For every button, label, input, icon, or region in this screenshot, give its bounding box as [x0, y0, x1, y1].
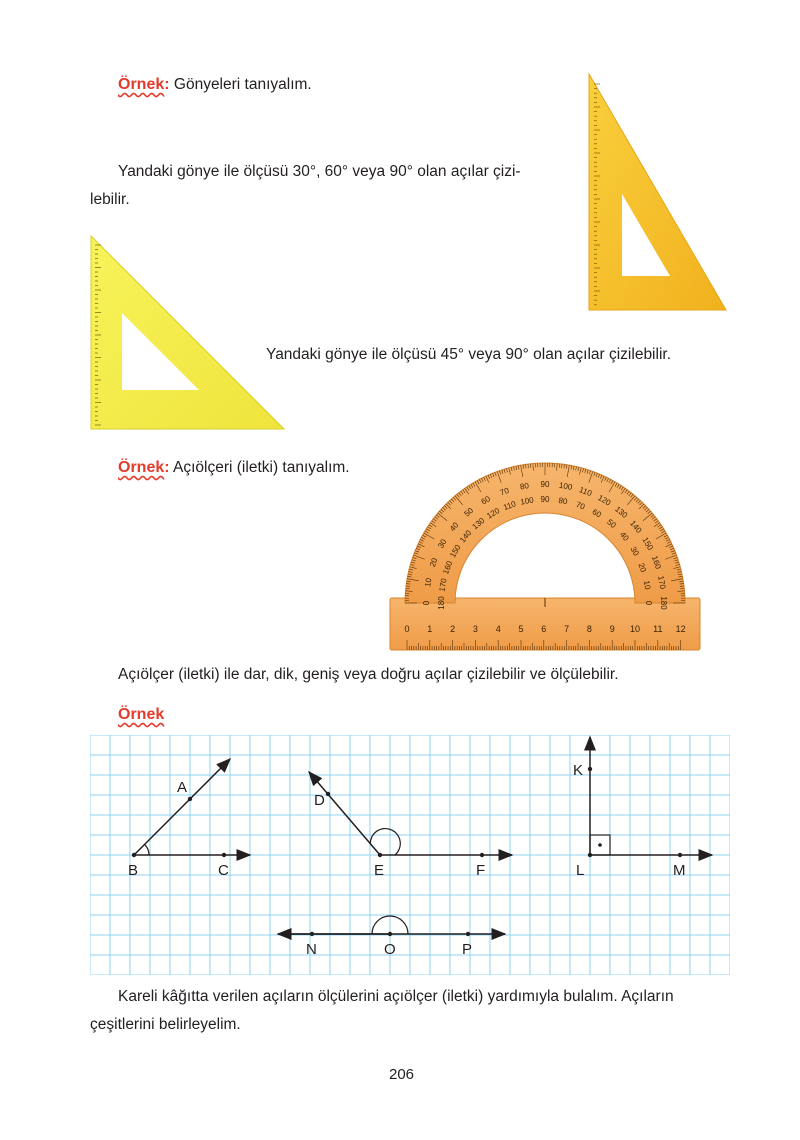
section1-title: Gönyeleri tanıyalım.	[173, 76, 312, 93]
protractor-inner-label: 50	[605, 517, 618, 531]
ornek-label: Örnek	[118, 706, 165, 723]
protractor-outer-label: 30	[436, 537, 449, 550]
protractor-inner-label: 60	[590, 507, 603, 520]
protractor-outer-label: 170	[656, 575, 668, 590]
section3-heading	[118, 702, 164, 728]
label-e: E	[374, 862, 385, 879]
ruler-label: 1	[427, 624, 433, 634]
section2-title: Açıölçeri (iletki) tanıyalım.	[173, 459, 350, 476]
point-b	[132, 853, 136, 857]
protractor-inner-label: 20	[636, 561, 649, 574]
question-line1: Kareli kâğıtta verilen açıların ölçülerini açıölçer (iletki) yardımıyla bulalım. Açıların	[118, 988, 674, 1005]
protractor-outer-label: 120	[596, 493, 613, 508]
section2-heading	[118, 455, 350, 481]
protractor-inner-label: 90	[540, 495, 550, 504]
page-number: 206	[389, 1066, 415, 1083]
protractor-inner-label: 30	[628, 545, 641, 558]
set-square-30-60	[586, 70, 731, 315]
protractor-outer-label: 90	[540, 480, 550, 489]
point-c	[222, 853, 226, 857]
protractor-inner-label: 110	[502, 499, 518, 513]
protractor-inner-label: 120	[485, 506, 502, 521]
ornek-label: Örnek	[118, 459, 165, 476]
protractor-outer-label: 20	[427, 556, 440, 569]
set-square-45-text: Yandaki gönye ile ölçüsü 45° veya 90° olan açılar çizilebilir.	[266, 346, 672, 363]
section1-heading	[118, 72, 312, 98]
label-f: F	[476, 862, 486, 879]
protractor-inner-label: 10	[641, 579, 653, 591]
protractor-outer-label: 150	[640, 535, 655, 552]
ruler-label: 10	[629, 624, 641, 634]
protractor-outer-label: 40	[447, 520, 461, 534]
protractor-outer-label: 50	[462, 505, 476, 519]
label-d: D	[314, 792, 325, 809]
ruler-label: 2	[450, 624, 456, 634]
protractor-outer-label: 60	[479, 494, 492, 507]
ornek-colon: :	[164, 76, 170, 93]
protractor-outer-label: 110	[577, 485, 594, 499]
ruler-label: 0	[404, 624, 410, 634]
ruler-label: 8	[586, 624, 592, 634]
label-o: O	[384, 941, 396, 958]
question-line2: çeşitlerini belirleyelim.	[90, 1016, 241, 1033]
protractor-inner-label: 170	[437, 577, 449, 593]
protractor-outer-label: 140	[628, 518, 644, 535]
protractor-outer-label: 80	[519, 481, 530, 492]
protractor-inner-label: 140	[457, 528, 474, 545]
ruler-label: 9	[609, 624, 615, 634]
set-square-30-60-text-line1: Yandaki gönye ile ölçüsü 30°, 60° veya 90° olan açılar çizi-	[118, 163, 521, 180]
protractor-inner-label: 160	[441, 559, 455, 576]
ruler-label: 6	[541, 624, 547, 634]
protractor-inner-label: 40	[617, 530, 631, 543]
protractor-outer-label: 0	[422, 600, 431, 606]
protractor-inner-label: 80	[557, 495, 569, 507]
protractor-outer-label: 130	[613, 504, 630, 520]
label-n: N	[306, 941, 317, 958]
ruler-label: 12	[675, 624, 686, 634]
ruler-label: 11	[653, 624, 663, 634]
label-c: C	[218, 862, 229, 879]
protractor-inner-label: 100	[519, 495, 535, 507]
protractor-outer-label: 160	[649, 554, 663, 571]
point-k	[588, 767, 592, 771]
protractor-inner-label: 130	[470, 515, 487, 532]
point-d	[326, 792, 330, 796]
protractor-inner-label: 0	[644, 600, 653, 606]
set-square-45	[88, 233, 288, 433]
ornek-label: Örnek	[118, 76, 165, 93]
ornek-colon: :	[164, 459, 170, 476]
point-a	[188, 797, 192, 801]
ruler-label: 7	[564, 624, 570, 634]
point-m	[678, 853, 682, 857]
point-o	[388, 932, 392, 936]
set-square-30-60-text-line2: lebilir.	[90, 191, 130, 208]
label-k: K	[573, 762, 584, 779]
label-b: B	[128, 862, 139, 879]
protractor-inner-label: 70	[574, 499, 587, 512]
label-m: M	[673, 862, 686, 879]
point-f	[480, 853, 484, 857]
point-n	[310, 932, 314, 936]
label-l: L	[576, 862, 585, 879]
ruler-label: 5	[518, 624, 524, 634]
protractor-outer-label: 10	[423, 577, 434, 588]
protractor-inner-label: 150	[448, 543, 463, 560]
point-p	[466, 932, 470, 936]
point-l	[588, 853, 592, 857]
protractor-outer-label: 180	[659, 596, 668, 610]
protractor-outer-label: 70	[498, 485, 511, 498]
ruler-label: 4	[495, 624, 501, 634]
label-a: A	[177, 779, 188, 796]
protractor-text: Açıölçer (iletki) ile dar, dik, geniş veya doğru açılar çizilebilir ve ölçülebilir.	[118, 666, 619, 683]
point-e	[378, 853, 382, 857]
protractor	[385, 455, 705, 655]
protractor-inner-label: 180	[437, 596, 446, 610]
protractor-outer-label: 100	[558, 480, 573, 492]
angle-grid	[90, 735, 730, 975]
label-p: P	[462, 941, 473, 958]
ruler-label: 3	[472, 624, 478, 634]
